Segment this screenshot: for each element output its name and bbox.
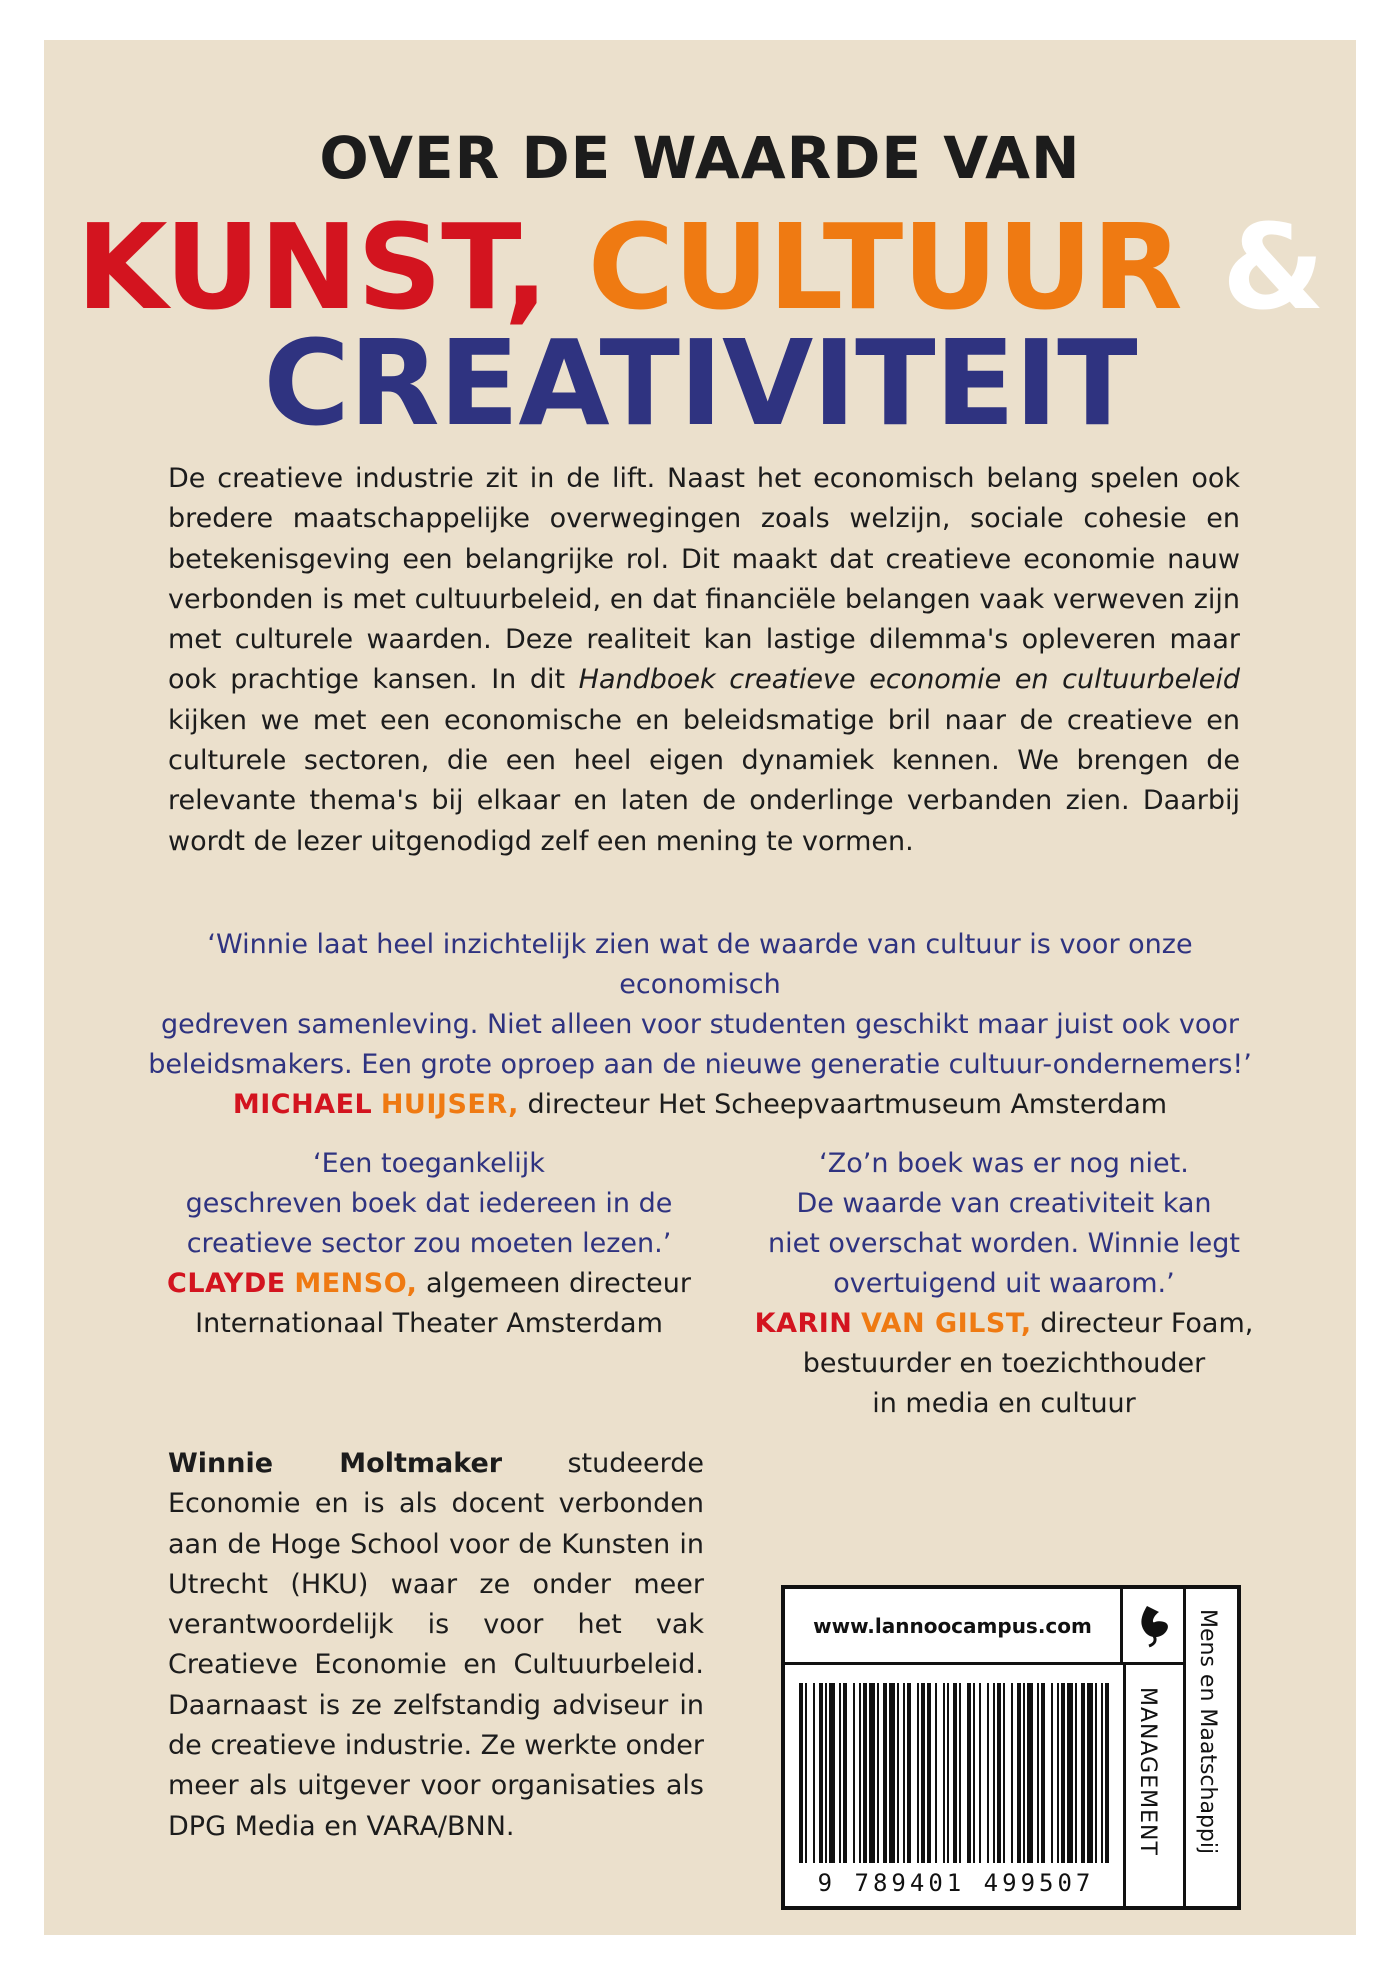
intro-text-1: De creatieve industrie zit in de lift. Naast het economisch belang spelen ook bredere maatschappelijke overwegingen zoals welzijn, sociale cohesie en betekenisgeving een belangrijke rol. Dit maakt dat creatieve economie nauw verbonden is met cultuurbeleid, en dat financiële belangen vaak verweven zijn met culturele waarden. Deze realiteit kan lastige dilemma's opleveren maar ook prachtige kansen. In dit <box>168 463 1240 696</box>
label-divider <box>1183 1589 1186 1906</box>
barcode-bar <box>889 1683 895 1863</box>
barcode-bar <box>917 1683 919 1863</box>
barcode-bar <box>877 1683 879 1863</box>
title-kicker: OVER DE WAARDE VAN <box>319 124 1081 192</box>
title-word-cultuur: CULTUUR <box>587 198 1182 336</box>
label-divider <box>1123 1665 1126 1906</box>
quote-last-name: VAN GILST, <box>861 1308 1032 1339</box>
intro-text-2: kijken we met een economische en beleidsmatige bril naar de creatieve en culturele sectoren, die een heel eigen dynamiek kennen. We brengen de relevante thema's bij elkaar en laten de onderlinge verbanden zien. Daarbij wordt de lezer uitgenodigd zelf een mening te vormen. <box>168 704 1240 857</box>
barcode-bar <box>805 1683 807 1863</box>
barcode-bar <box>897 1683 899 1863</box>
title-line-2: CREATIVITEIT <box>263 314 1137 452</box>
quote-line: overtuigend uit waarom.’ <box>833 1268 1175 1299</box>
quote-line: creatieve sector zou moeten lezen.’ <box>186 1228 672 1259</box>
title-word-kunst: KUNST, <box>76 198 548 336</box>
quote-role-line: in media en cultuur <box>872 1388 1136 1419</box>
publisher-logo <box>1123 1589 1185 1665</box>
barcode-bar <box>973 1683 975 1863</box>
category-label: MANAGEMENT <box>1135 1687 1160 1856</box>
barcode-bar <box>1067 1683 1073 1863</box>
barcode-bar <box>953 1683 957 1863</box>
barcode-bar <box>1081 1683 1085 1863</box>
author-bio-text: studeerde Economie en is als docent verbonden aan de Hoge School voor de Kunsten in Utrecht (HKU) waar ze onder meer verantwoordelijk is voor het vak Creatieve Economie en Cultuurbeleid. Daarnaast is ze zelfstandig adviseur in de creatieve industrie. Ze werkte onder meer als uitgever voor organisaties als DPG Media en VARA/BNN. <box>168 1448 704 1842</box>
quote-line: beleidsmakers. Een grote oproep aan de nieuwe generatie cultuur-ondernemers!’ <box>148 1049 1252 1080</box>
quote-first-name: CLAYDE <box>167 1268 286 1299</box>
quote-line: geschreven boek dat iedereen in de <box>185 1188 673 1219</box>
quote-first-name: KARIN <box>754 1308 853 1339</box>
author-bio <box>168 1444 704 1847</box>
barcode-bar <box>1037 1683 1039 1863</box>
barcode-bar <box>813 1683 815 1863</box>
title-ampersand: & <box>1221 198 1324 336</box>
quote-line: gedreven samenleving. Niet alleen voor studenten geschikt maar juist ook voor <box>161 1009 1239 1040</box>
quote-menso <box>164 1144 694 1344</box>
barcode-bar <box>935 1683 937 1863</box>
quote-attribution <box>724 1304 1284 1344</box>
barcode-bar <box>979 1683 981 1863</box>
book-back-cover <box>44 40 1356 1935</box>
series-label: Mens en Maatschappij <box>1195 1609 1220 1855</box>
author-name: Winnie Moltmaker <box>168 1448 503 1479</box>
lannoo-drop-icon <box>1137 1604 1171 1648</box>
barcode-bar <box>947 1683 949 1863</box>
barcode-bar <box>859 1683 861 1863</box>
quote-role-line: bestuurder en toezichthouder <box>802 1348 1206 1379</box>
barcode-bar <box>1017 1683 1021 1863</box>
barcode-bar <box>853 1683 855 1863</box>
barcode-bar <box>1023 1683 1025 1863</box>
barcode-bar <box>927 1683 931 1863</box>
quote-role: algemeen directeur <box>425 1268 691 1299</box>
barcode-bar <box>863 1683 867 1863</box>
quote-first-name: MICHAEL <box>232 1089 373 1120</box>
intro-paragraph <box>168 459 1240 862</box>
barcode-bar <box>869 1683 875 1863</box>
barcode-bar <box>883 1683 887 1863</box>
barcode-bar <box>993 1683 995 1863</box>
barcode-bar <box>1095 1683 1097 1863</box>
quote-line: De waarde van creativiteit kan <box>796 1188 1212 1219</box>
barcode-bar <box>959 1683 961 1863</box>
barcode-bar <box>1003 1683 1005 1863</box>
quote-huijser <box>144 925 1256 1125</box>
title-line-1 <box>44 198 1356 336</box>
quote-role: directeur Het Scheepvaartmuseum Amsterdam <box>527 1089 1168 1120</box>
barcode-bar <box>839 1683 841 1863</box>
barcode-bar <box>1041 1683 1045 1863</box>
barcode-bar <box>843 1683 847 1863</box>
barcode-bar <box>1051 1683 1053 1863</box>
barcode-bar <box>903 1683 905 1863</box>
barcode-bar <box>825 1683 827 1863</box>
quote-attribution <box>144 1085 1256 1125</box>
barcode-bar <box>1027 1683 1033 1863</box>
barcode-bar <box>997 1683 1001 1863</box>
quote-attribution <box>164 1264 694 1304</box>
barcode-bar <box>799 1683 803 1863</box>
quote-last-name: HUIJSER, <box>380 1089 519 1120</box>
quote-role-line: Internationaal Theater Amsterdam <box>195 1308 663 1339</box>
barcode-bar <box>1105 1683 1109 1863</box>
barcode-bar <box>967 1683 971 1863</box>
barcode-bar <box>943 1683 945 1863</box>
quote-role: directeur Foam, <box>1040 1308 1254 1339</box>
barcode-bar <box>829 1683 835 1863</box>
barcode-bar <box>1057 1683 1059 1863</box>
isbn-number: 9 789401 499507 <box>817 1869 1095 1897</box>
barcode-bar <box>1087 1683 1093 1863</box>
quote-line: ‘Een toegankelijk <box>313 1148 545 1179</box>
barcode-bar <box>921 1683 925 1863</box>
barcode-bar <box>1011 1683 1013 1863</box>
quote-line: ‘Zo’n boek was er nog niet. <box>819 1148 1189 1179</box>
publisher-label <box>781 1585 1241 1910</box>
barcode-bar <box>1075 1683 1077 1863</box>
isbn-barcode <box>797 1683 1113 1863</box>
barcode-bar <box>907 1683 911 1863</box>
quote-line: niet overschat worden. Winnie legt <box>768 1228 1240 1259</box>
quote-van-gilst <box>724 1144 1284 1424</box>
intro-book-title: Handboek creatieve economie en cultuurbeleid <box>578 664 1240 696</box>
barcode-bar <box>987 1683 989 1863</box>
publisher-url[interactable]: www.lannoocampus.com <box>785 1589 1123 1665</box>
quote-line: ‘Winnie laat heel inzichtelijk zien wat de waarde van cultuur is voor onze economisch <box>207 929 1193 1000</box>
barcode-bar <box>1061 1683 1065 1863</box>
barcode-bar <box>819 1683 823 1863</box>
barcode-bar <box>1101 1683 1103 1863</box>
quote-last-name: MENSO, <box>294 1268 418 1299</box>
